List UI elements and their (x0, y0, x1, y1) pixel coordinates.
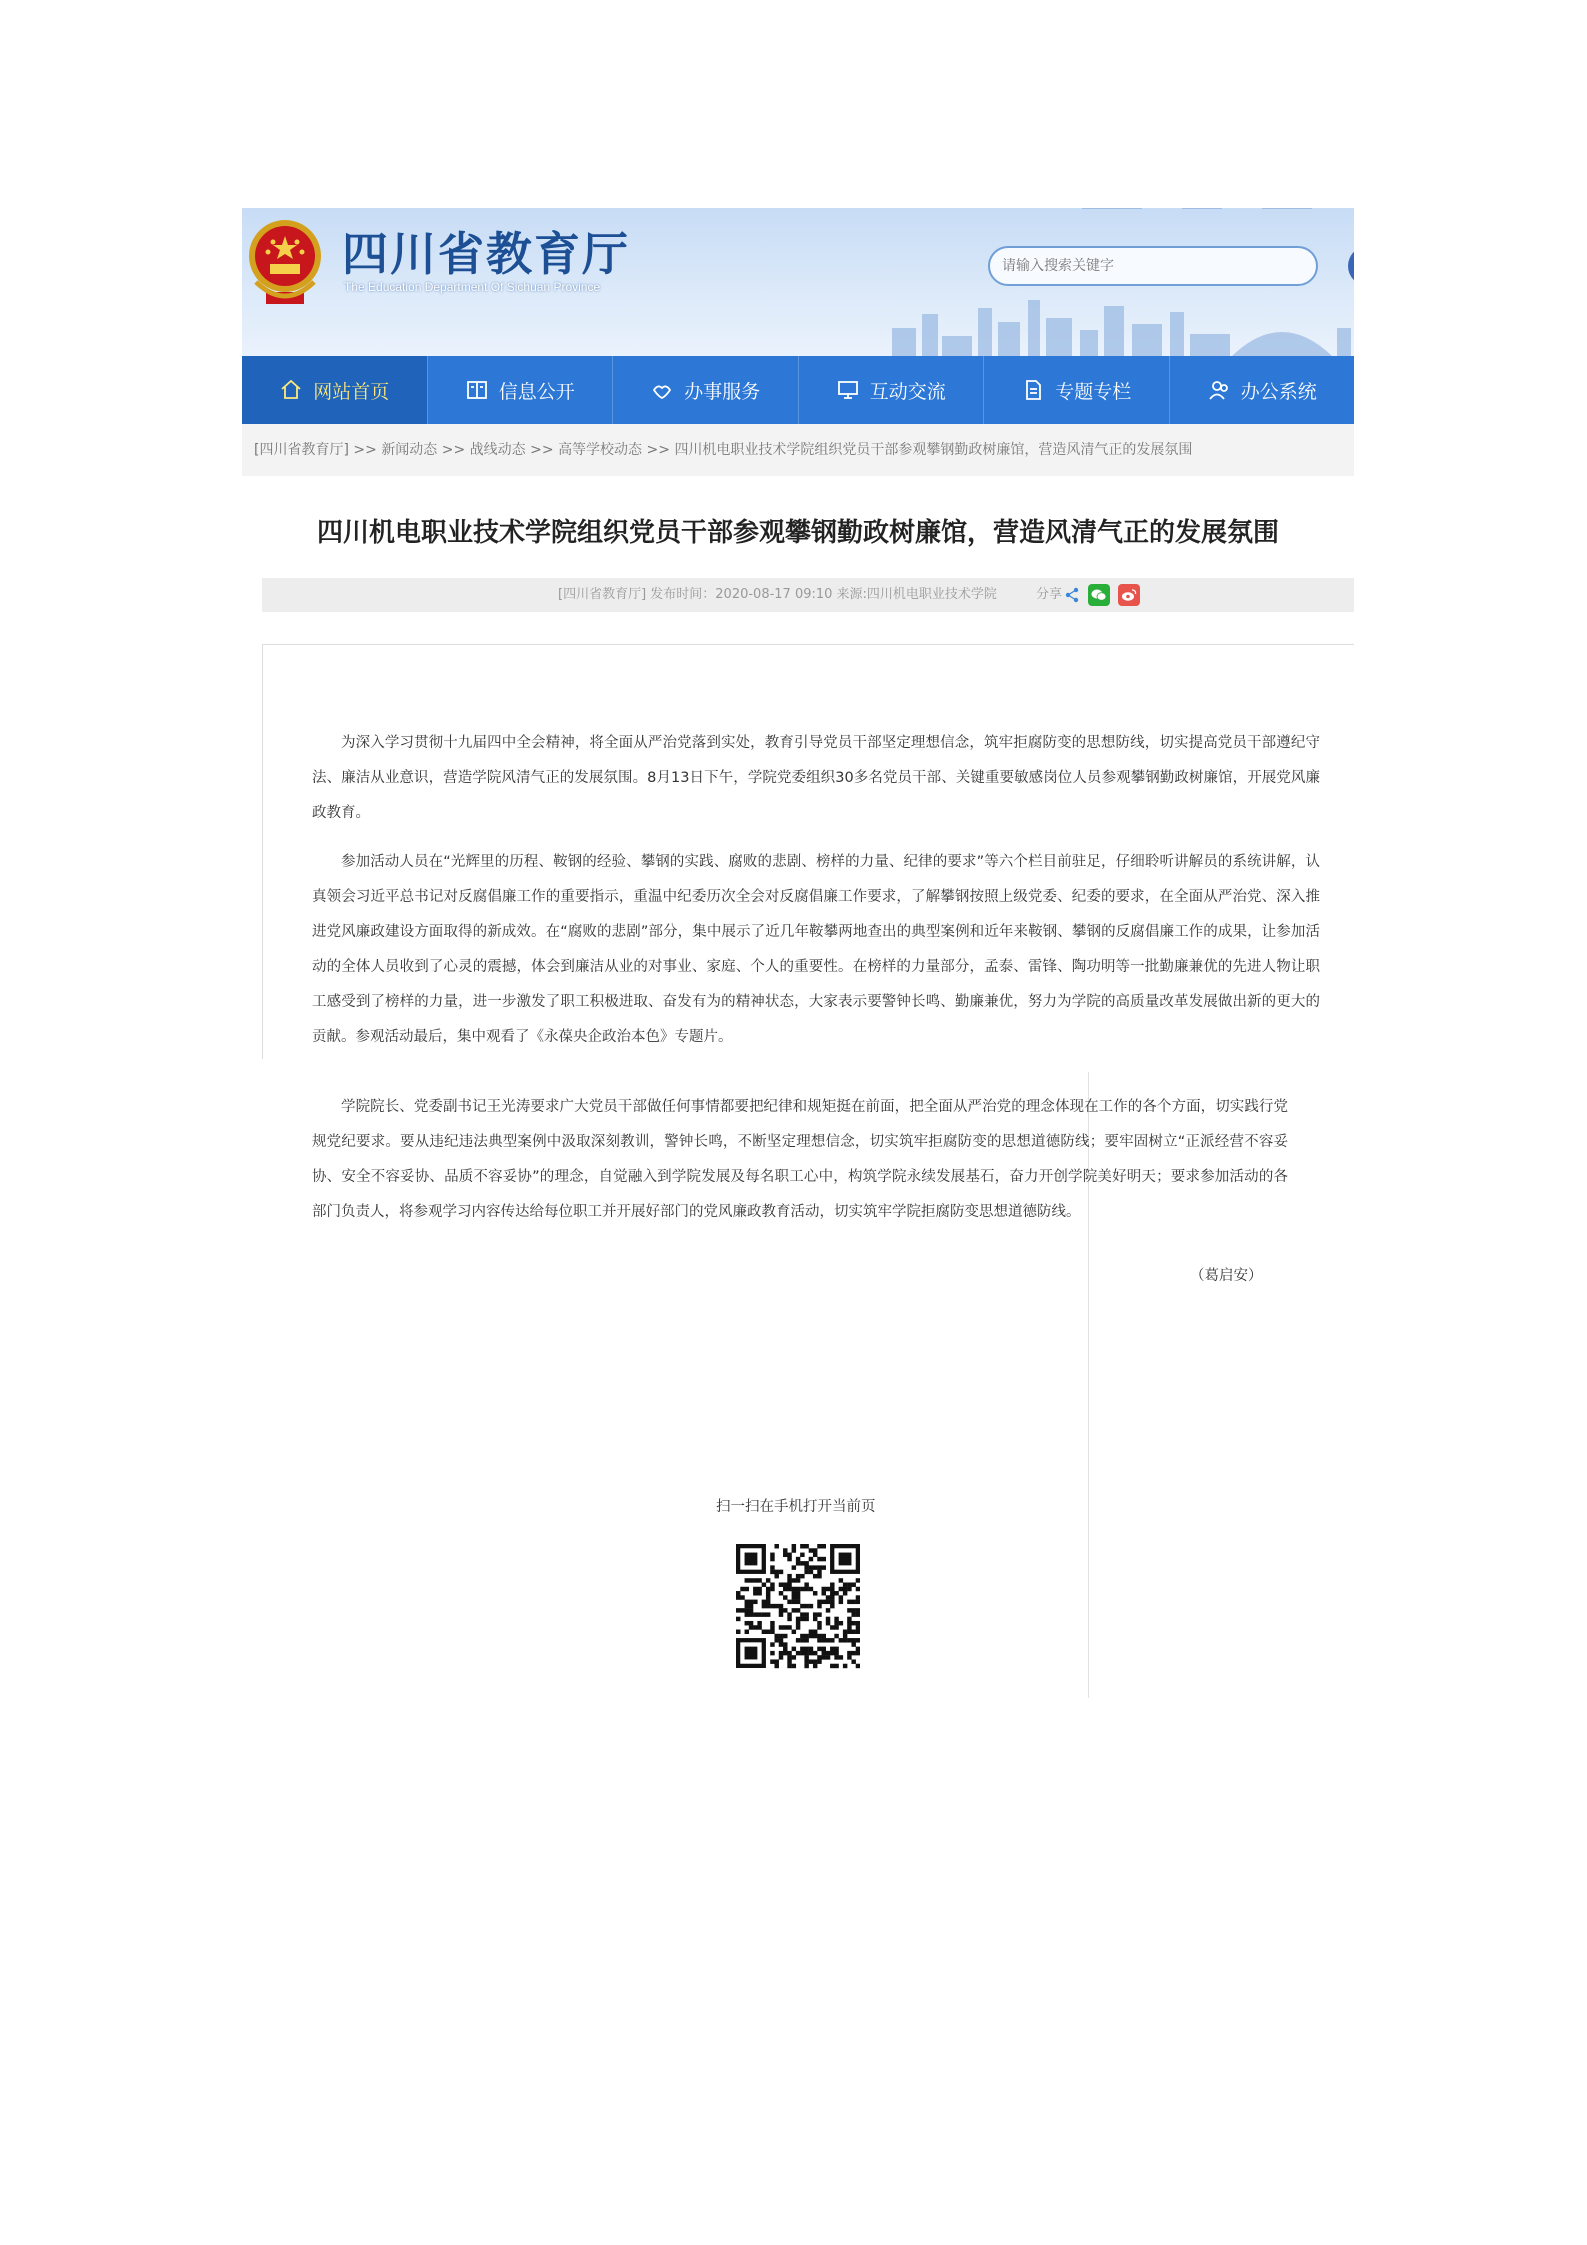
nav-label: 办事服务 (684, 380, 761, 403)
monitor-icon (836, 378, 860, 402)
nav-item-info[interactable] (428, 356, 614, 424)
article-paragraph: 参加活动人员在“光辉里的历程、鞍钢的经验、攀钢的实践、腐败的悲剧、榜样的力量、纪律的要求”等六个栏目前驻足，仔细聆听讲解员的系统讲解，认真领会习近平总书记对反腐倡廉工作的重要指示，重温中纪委历次全会对反腐倡廉工作要求，了解攀钢按照上级党委、纪委的要求，在全面从严治党、深入推进党风廉政建设方面取得的新成效。在“腐败的悲剧”部分，集中展示了近几年鞍攀两地查出的典型案例和近年来鞍钢、攀钢的反腐倡廉工作的成果，让参加活动的全体人员收到了心灵的震撼，体会到廉洁从业的对事业、家庭、个人的重要性。在榜样的力量部分，孟泰、雷锋、陶功明等一批勤廉兼优的先进人物让职工感受到了榜样的力量，进一步激发了职工积极进取、奋发有为的精神状态，大家表示要警钟长鸣、勤廉兼优，努力为学院的高质量改革发展做出新的更大的贡献。参观活动最后，集中观看了《永葆央企政治本色》专题片。 (312, 854, 1320, 1045)
users-icon (1207, 378, 1231, 402)
share-label: 分享 (1036, 587, 1063, 602)
site-title: 四川省教育厅 (342, 227, 630, 281)
site-subtitle: The Education Department Of Sichuan Province (344, 280, 601, 294)
article-author: （葛启安） (1190, 1268, 1263, 1284)
breadcrumb-current: 四川机电职业技术学院组织党员干部参观攀钢勤政树廉馆，营造风清气正的发展氛围 (674, 442, 1193, 458)
nav-item-office[interactable] (1170, 356, 1355, 424)
breadcrumb-item[interactable]: [四川省教育厅] (254, 442, 349, 458)
breadcrumb-separator: >> (530, 442, 554, 458)
article-meta: [四川省教育厅] 发布时间：2020-08-17 09:10 来源:四川机电职业技术学院 (558, 587, 997, 602)
home-icon (279, 378, 303, 402)
wechat-share-button[interactable] (1088, 584, 1110, 606)
breadcrumb-separator: >> (441, 442, 466, 458)
breadcrumb-separator: >> (646, 442, 670, 458)
share-icon[interactable] (1064, 587, 1080, 603)
nav-item-home[interactable] (242, 356, 428, 424)
hand-icon (650, 378, 674, 402)
breadcrumb (242, 424, 1354, 476)
nav-item-topics[interactable] (984, 356, 1170, 424)
nav-item-services[interactable] (613, 356, 799, 424)
qr-caption: 扫一扫在手机打开当前页 (716, 1499, 876, 1515)
wechat-icon (1091, 588, 1107, 602)
national-emblem-icon (246, 212, 324, 312)
weibo-share-button[interactable] (1118, 584, 1140, 606)
document-icon (1021, 378, 1045, 402)
share-area (1036, 578, 1140, 612)
article-title: 四川机电职业技术学院组织党员干部参观攀钢勤政树廉馆，营造风清气正的发展氛围 (316, 518, 1279, 548)
book-icon (465, 378, 489, 402)
breadcrumb-separator: >> (353, 442, 377, 458)
breadcrumb-item[interactable]: 新闻动态 (381, 442, 438, 458)
nav-item-interaction[interactable] (799, 356, 985, 424)
article-meta-bar (262, 578, 1354, 612)
city-skyline-graphic (882, 278, 1354, 356)
article-paragraph: 为深入学习贯彻十九届四中全会精神，将全面从严治党落到实处，教育引导党员干部坚定理想信念，筑牢拒腐防变的思想防线，切实提高党员干部遵纪守法、廉洁从业意识，营造学院风清气正的发展氛围。8月13日下午，学院党委组织30多名党员干部、关键重要敏感岗位人员参观攀钢勤政树廉馆，开展党风廉政教育。 (312, 735, 1320, 821)
nav-label: 互动交流 (869, 380, 946, 403)
top-links-strip (1072, 208, 1354, 214)
article-paragraph: 学院院长、党委副书记王光涛要求广大党员干部做任何事情都要把纪律和规矩挺在前面，把全面从严治党的理念体现在工作的各个方面，切实践行党规党纪要求。要从违纪违法典型案例中汲取深刻教训，警钟长鸣，不断坚定理想信念，切实筑牢拒腐防变的思想道德防线；要牢固树立“正派经营不容妥协、安全不容妥协、品质不容妥协”的理念，自觉融入到学院发展及每名职工心中，构筑学院永续发展基石，奋力开创学院美好明天；要求参加活动的各部门负责人，将参观学习内容传达给每位职工并开展好部门的党风廉政教育活动，切实筑牢学院拒腐防变思想道德防线。 (312, 1099, 1288, 1220)
site-header (242, 208, 1354, 356)
qr-code (736, 1532, 860, 1682)
weibo-icon (1121, 588, 1137, 602)
nav-label: 专题专栏 (1055, 380, 1132, 403)
nav-label: 办公系统 (1240, 380, 1317, 403)
main-nav (242, 356, 1354, 424)
nav-label: 网站首页 (313, 380, 390, 403)
breadcrumb-item[interactable]: 高等学校动态 (558, 442, 643, 458)
breadcrumb-item[interactable]: 战线动态 (469, 442, 526, 458)
search-input[interactable] (988, 246, 1318, 286)
nav-label: 信息公开 (498, 380, 575, 403)
